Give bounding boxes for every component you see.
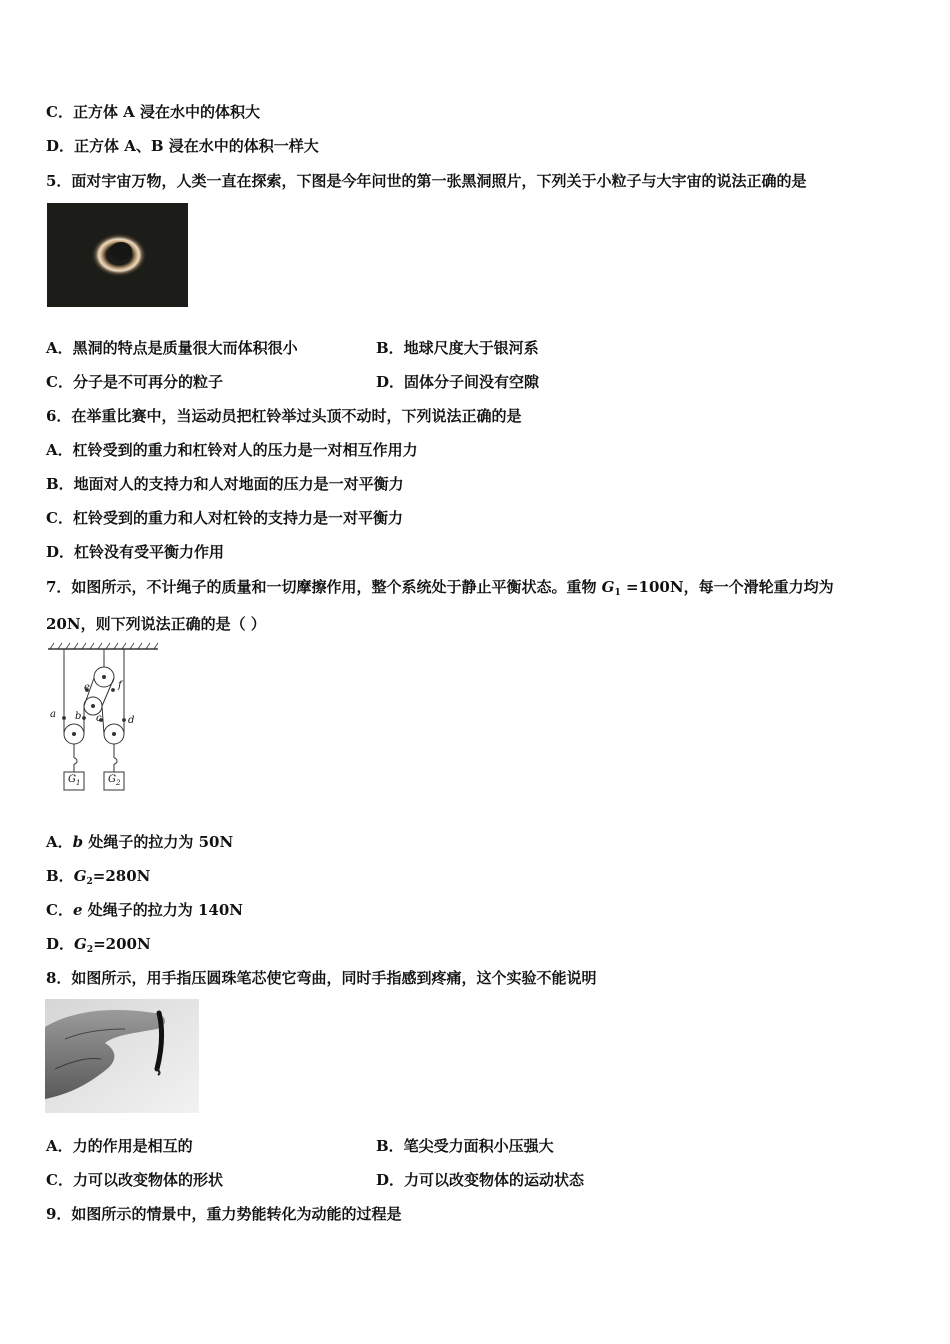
q6-option-b: B．地面对人的支持力和人对地面的压力是一对平衡力 [46,475,404,493]
q8-option-b: B．笔尖受力面积小压强大 [376,1137,554,1155]
q7-option-d-var: G [74,935,87,953]
label-g2 [108,774,120,787]
q7-stem-part2: =100N，每一个滑轮重力均为 [620,578,834,596]
label-g1-subscript: 1 [76,779,81,787]
q5-option-c: C．分子是不可再分的粒子 [46,373,223,391]
q6-option-c: C．杠铃受到的重力和人对杠铃的支持力是一对平衡力 [46,509,403,527]
q5-option-d: D．固体分子间没有空隙 [376,373,540,391]
label-g2-symbol: G [108,774,116,785]
label-g1-symbol: G [68,774,76,785]
q4-option-c: C．正方体 A 浸在水中的体积大 [46,103,261,121]
label-a: a [50,709,56,720]
q7-option-a-text: 处绳子的拉力为 50N [83,833,234,851]
q7-option-b-sub: 2 [86,877,93,887]
q7-option-d-text: =200N [93,935,151,953]
q7-stem-g1-symbol: G [601,578,615,596]
q6-option-d: D．杠铃没有受平衡力作用 [46,543,225,561]
q8-stem: 8．如图所示，用手指压圆珠笔芯使它弯曲，同时手指感到疼痛，这个实验不能说明 [46,969,597,987]
q7-option-c-letter: C． [46,901,73,919]
q8-option-a: A．力的作用是相互的 [46,1137,193,1155]
q7-option-c-text: 处绳子的拉力为 140N [82,901,243,919]
q5-stem: 5．面对宇宙万物，人类一直在探索，下图是今年问世的第一张黑洞照片，下列关于小粒子与大宇宙的说法正确的是 [46,172,807,190]
q4-option-d: D．正方体 A、B 浸在水中的体积一样大 [46,137,319,155]
q7-option-c-var: e [72,901,83,919]
q7-stem-part1: 7．如图所示，不计绳子的质量和一切摩擦作用，整个系统处于静止平衡状态。重物 [46,578,602,596]
q7-option-d-sub: 2 [86,945,94,955]
q7-option-d [46,934,151,960]
q7-stem [46,577,834,603]
black-hole-photo [47,203,188,307]
q7-option-a-letter: A． [46,833,73,851]
q7-option-c [46,900,243,920]
label-g2-subscript: 2 [116,779,121,787]
q7-stem-line2: 20N，则下列说法正确的是（ ） [46,615,266,633]
q8-option-c: C．力可以改变物体的形状 [46,1171,223,1189]
q7-option-a-var: b [72,833,84,851]
q8-option-d: D．力可以改变物体的运动状态 [376,1171,585,1189]
q9-stem: 9．如图所示的情景中，重力势能转化为动能的过程是 [46,1205,402,1223]
label-g1 [68,774,80,787]
q7-option-b-letter: B． [46,867,74,885]
q7-stem-g1-subscript: 1 [614,588,621,598]
q7-option-a [46,832,233,852]
finger-pen-photo [45,999,199,1113]
q7-option-d-letter: D． [46,935,75,953]
label-b: b [75,711,82,722]
label-d: d [128,715,135,726]
label-c: c [96,713,102,724]
label-e: e [84,682,90,693]
q7-option-b-text: =280N [92,867,151,885]
q6-stem: 6．在举重比赛中，当运动员把杠铃举过头顶不动时，下列说法正确的是 [46,407,522,425]
q6-option-a: A．杠铃受到的重力和杠铃对人的压力是一对相互作用力 [46,441,418,459]
q5-option-a: A．黑洞的特点是质量很大而体积很小 [46,339,298,357]
label-f: f [118,680,122,691]
q7-option-b [46,866,150,892]
q7-option-b-var: G [73,867,87,885]
q5-option-b: B．地球尺度大于银河系 [376,339,539,357]
pulley-diagram [44,640,162,798]
